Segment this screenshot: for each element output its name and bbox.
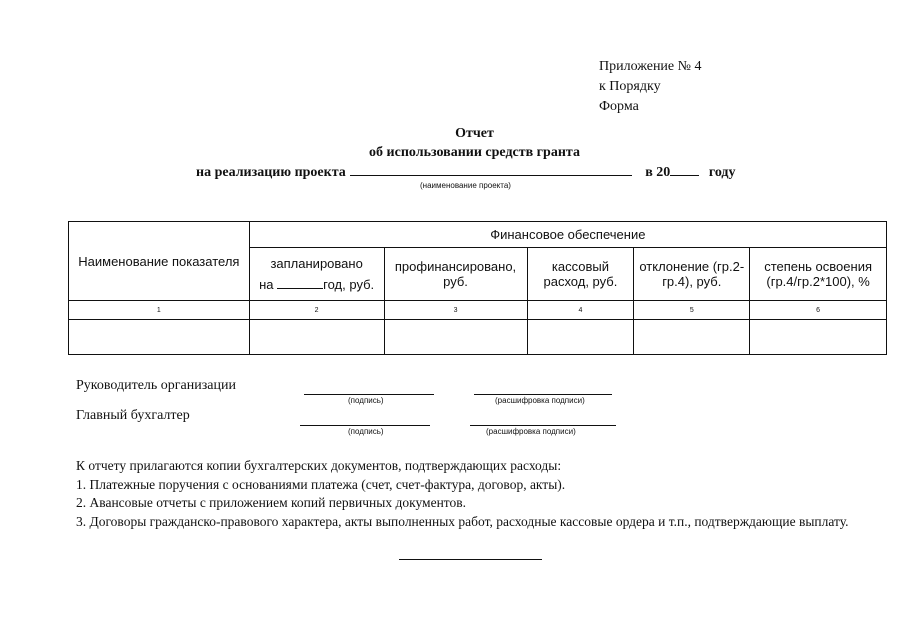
planned-prefix: на — [259, 277, 274, 292]
accountant-signature-line[interactable] — [300, 424, 430, 426]
report-subtitle: об использовании средств гранта — [369, 145, 580, 160]
deviation-header: отклонение (гр.2-гр.4), руб. — [634, 248, 750, 301]
planned-suffix: год, руб. — [323, 277, 375, 292]
table-row — [69, 320, 887, 355]
head-decoding-line[interactable] — [474, 393, 612, 395]
column-number: 5 — [634, 301, 750, 320]
table-cell[interactable] — [384, 320, 527, 355]
accountant-decoding-caption: (расшифровка подписи) — [486, 427, 576, 436]
column-number: 1 — [69, 301, 250, 320]
annex-header — [599, 57, 702, 117]
report-title: Отчет — [455, 126, 494, 141]
head-signature-line[interactable] — [304, 393, 434, 395]
year-suffix: году — [708, 165, 736, 180]
column-numbers-row — [69, 301, 887, 320]
table-cell[interactable] — [249, 320, 384, 355]
table-cell[interactable] — [750, 320, 887, 355]
table-cell[interactable] — [634, 320, 750, 355]
column-number: 3 — [384, 301, 527, 320]
annex-number: Приложение № 4 — [599, 59, 702, 74]
head-label: Руководитель организации — [76, 378, 236, 393]
column-number: 2 — [249, 301, 384, 320]
cash-expense-header: кассовый расход, руб. — [527, 248, 634, 301]
closing-line — [399, 558, 542, 560]
year-prefix: в 20 — [645, 165, 671, 180]
planned-year-blank — [277, 278, 323, 289]
notes-item-3: 3. Договоры гражданско-правового характера, акты выполненных работ, расходные кассовые ордера и т.п., подтверждающие выплату. — [76, 513, 849, 529]
column-number: 4 — [527, 301, 634, 320]
financing-group-header: Финансовое обеспечение — [249, 222, 886, 248]
indicator-name-header: Наименование показателя — [69, 222, 250, 301]
utilization-header: степень освоения (гр.4/гр.2*100), % — [750, 248, 887, 301]
table-cell[interactable] — [527, 320, 634, 355]
financed-header: профинансировано, руб. — [384, 248, 527, 301]
project-caption: (наименование проекта) — [420, 181, 511, 190]
accountant-label: Главный бухгалтер — [76, 408, 190, 423]
project-prefix: на реализацию проекта — [196, 165, 346, 180]
column-number: 6 — [750, 301, 887, 320]
planned-header-line1: запланировано — [270, 256, 363, 271]
year-blank — [670, 163, 699, 176]
planned-header-line2 — [252, 277, 382, 292]
notes-item-1: 1. Платежные поручения с основаниями платежа (счет, счет-фактура, договор, акты). — [76, 476, 566, 492]
notes-item-2: 2. Авансовые отчеты с приложением копий первичных документов. — [76, 495, 467, 510]
notes-intro: К отчету прилагаются копии бухгалтерских документов, подтверждающих расходы: — [76, 458, 562, 473]
attachments-notes — [76, 457, 882, 531]
project-line — [196, 163, 736, 181]
annex-reference: к Порядку — [599, 79, 661, 94]
annex-form-label: Форма — [599, 99, 639, 114]
planned-header — [249, 248, 384, 301]
head-signature-caption: (подпись) — [348, 396, 384, 405]
project-name-blank — [350, 163, 632, 176]
head-decoding-caption: (расшифровка подписи) — [495, 396, 585, 405]
report-table — [68, 221, 887, 355]
accountant-decoding-line[interactable] — [470, 424, 616, 426]
accountant-signature-caption: (подпись) — [348, 427, 384, 436]
table-cell[interactable] — [69, 320, 250, 355]
